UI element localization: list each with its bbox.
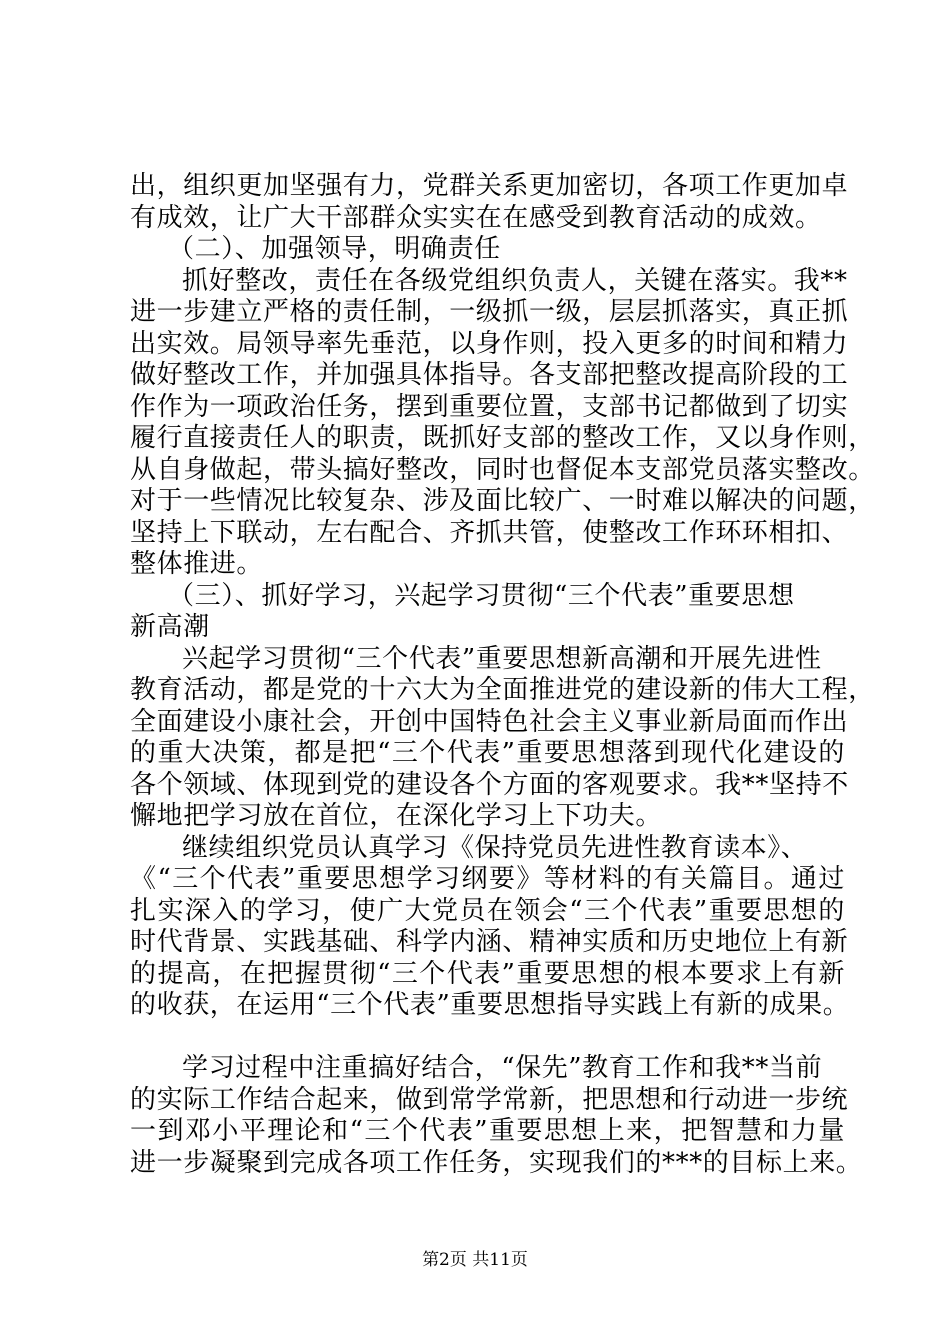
text-line: 扎实深入的学习，使广大党员在领会“三个代表”重要思想的 [130,895,845,926]
text-line: 出实效。局领导率先垂范，以身作则，投入更多的时间和精力 [130,328,849,359]
text-line: 作作为一项政治任务，摆到重要位置，支部书记都做到了切实 [130,391,849,422]
text-line: 一到邓小平理论和“三个代表”重要思想上来，把智慧和力量 [130,1116,845,1146]
text-line: 从自身做起，带头搞好整改，同时也督促本支部党员落实整改。 [130,454,875,485]
text-line: 全面建设小康社会，开创中国特色社会主义事业新局面而作出 [130,706,849,737]
text-line: 的收获，在运用“三个代表”重要思想指导实践上有新的成果。 [130,990,850,1020]
text-line: 出，组织更加坚强有力，党群关系更加密切，各项工作更加卓 [130,171,849,201]
section-heading-continued: 新高潮 [130,612,210,642]
text-line: 教育活动，都是党的十六大为全面推进党的建设新的伟大工程， [130,675,875,705]
page-number: 第2页 共11页 [422,1250,528,1270]
text-line: 的重大决策，都是把“三个代表”重要思想落到现代化建设的 [130,738,845,768]
text-line: 整体推进。 [130,549,264,579]
text-line: 学习过程中注重搞好结合，“保先”教育工作和我**当前 [182,1053,823,1083]
section-heading: （二）、加强领导，明确责任 [168,234,501,264]
text-line: 懈地把学习放在首位，在深化学习上下功夫。 [130,801,663,831]
text-line: 各个领域、体现到党的建设各个方面的客观要求。我**坚持不 [130,769,849,800]
section-heading: （三）、抓好学习，兴起学习贯彻“三个代表”重要思想 [168,580,795,611]
text-line: 的提高，在把握贯彻“三个代表”重要思想的根本要求上有新 [130,958,845,989]
text-line: 对于一些情况比较复杂、涉及面比较广、一时难以解决的问题， [130,486,875,516]
text-line: 《“三个代表”重要思想学习纲要》等材料的有关篇目。通过 [130,864,845,894]
document-body [130,171,875,1179]
text-line: 进一步凝聚到完成各项工作任务，实现我们的***的目标上来。 [130,1147,863,1178]
text-line: 抓好整改，责任在各级党组织负责人，关键在落实。我** [182,265,848,296]
blank-line [130,1022,845,1054]
text-line: 履行直接责任人的职责，既抓好支部的整改工作，又以身作则， [130,423,875,453]
text-line: 时代背景、实践基础、科学内涵、精神实质和历史地位上有新 [130,927,849,957]
text-line: 继续组织党员认真学习《保持党员先进性教育读本》、 [182,832,808,863]
text-line: 的实际工作结合起来，做到常学常新，把思想和行动进一步统 [130,1084,849,1115]
text-line: 进一步建立严格的责任制，一级抓一级，层层抓落实，真正抓 [130,297,849,327]
text-line: 坚持上下联动，左右配合、齐抓共管，使整改工作环环相扣、 [130,517,849,548]
text-line: 做好整改工作，并加强具体指导。各支部把整改提高阶段的工 [130,360,849,390]
text-line: 有成效，让广大干部群众实实在在感受到教育活动的成效。 [130,202,822,233]
text-line: 兴起学习贯彻“三个代表”重要思想新高潮和开展先进性 [182,643,822,674]
